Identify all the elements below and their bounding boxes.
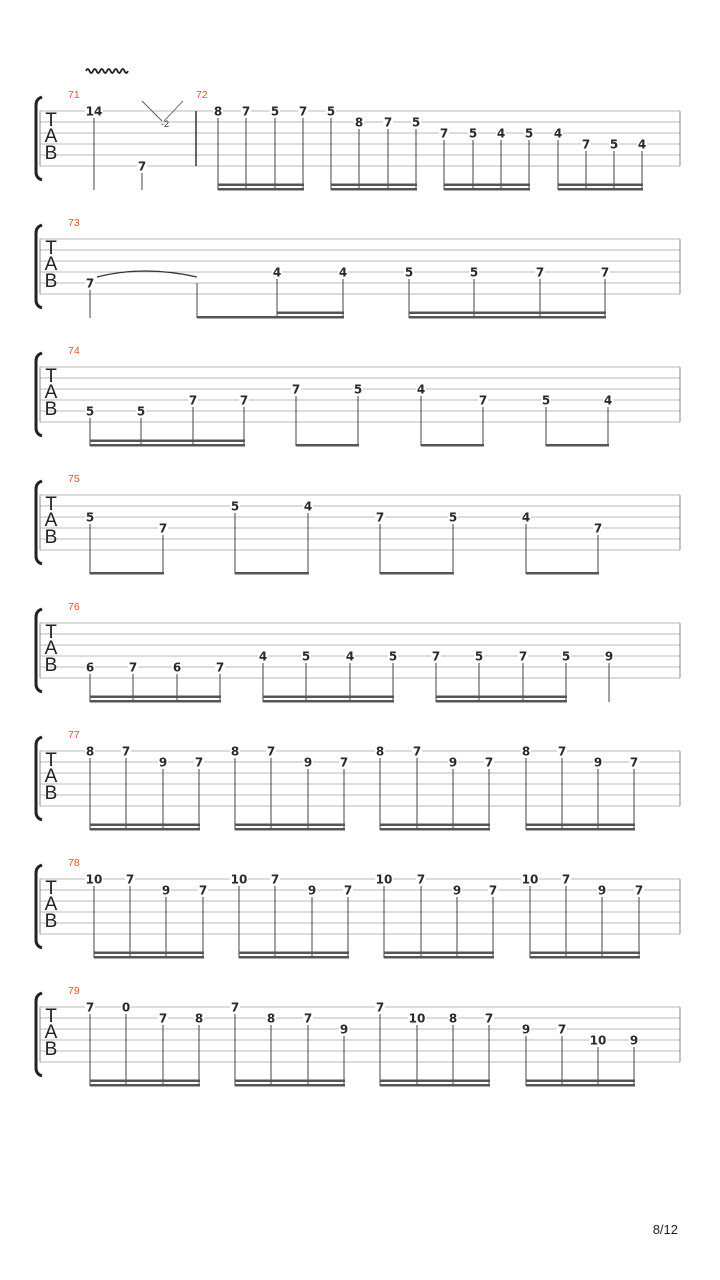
- fret-number: 7: [431, 649, 441, 664]
- fret-number: 5: [301, 649, 311, 664]
- fret-number: 9: [161, 883, 171, 898]
- fret-number: 7: [125, 872, 135, 887]
- beam-primary: [436, 700, 567, 703]
- fret-number: 7: [266, 744, 276, 759]
- tab-clef-letter: B: [44, 143, 58, 164]
- fret-number: 8: [230, 744, 240, 759]
- fret-number: 4: [272, 265, 282, 280]
- tab-clef-letter: T: [45, 110, 57, 131]
- beam-primary: [380, 572, 454, 575]
- measure-number: 76: [68, 601, 80, 613]
- beam-secondary: [558, 184, 643, 187]
- tab-clef-letter: T: [45, 1006, 57, 1027]
- measure-number: 75: [68, 473, 80, 485]
- fret-number: 14: [85, 104, 103, 119]
- tab-clef-letter: T: [45, 238, 57, 259]
- beam-secondary: [526, 1080, 635, 1083]
- fret-number: 9: [604, 649, 614, 664]
- fret-number: 7: [416, 872, 426, 887]
- fret-number: 4: [338, 265, 348, 280]
- fret-number: 8: [354, 115, 364, 130]
- tab-clef-letter: B: [44, 399, 58, 420]
- beam-primary: [90, 572, 164, 575]
- fret-number: 7: [137, 159, 147, 174]
- measure-number: 72: [196, 89, 208, 101]
- fret-number: 5: [230, 499, 240, 514]
- tab-clef-letter: A: [44, 382, 58, 403]
- fret-number: 7: [518, 649, 528, 664]
- beam-primary: [530, 956, 640, 959]
- beam-primary: [380, 1084, 490, 1087]
- beam-primary: [296, 444, 359, 447]
- fret-number: 9: [597, 883, 607, 898]
- fret-number: 8: [194, 1011, 204, 1026]
- fret-number: 7: [85, 276, 95, 291]
- fret-number: 5: [326, 104, 336, 119]
- beam-primary: [546, 444, 609, 447]
- fret-number: 4: [303, 499, 313, 514]
- beam-secondary: [526, 824, 635, 827]
- fret-number: 7: [375, 1000, 385, 1015]
- fret-number: 9: [307, 883, 317, 898]
- fret-number: 4: [553, 126, 563, 141]
- fret-number: 4: [637, 137, 647, 152]
- beam-secondary: [90, 824, 200, 827]
- beam-secondary: [94, 952, 204, 955]
- beam-secondary: [384, 952, 494, 955]
- beam-primary: [235, 828, 345, 831]
- fret-number: 5: [609, 137, 619, 152]
- measure-number: 74: [68, 345, 80, 357]
- fret-number: 5: [541, 393, 551, 408]
- fret-number: 7: [343, 883, 353, 898]
- fret-number: 4: [258, 649, 268, 664]
- measure-number: 73: [68, 217, 80, 229]
- beam-secondary: [530, 952, 640, 955]
- beam-secondary: [444, 184, 530, 187]
- beam-primary: [218, 188, 304, 191]
- fret-number: 6: [85, 660, 95, 675]
- fret-number: 5: [469, 265, 479, 280]
- fret-number: 8: [521, 744, 531, 759]
- fret-number: 7: [375, 510, 385, 525]
- fret-number: 7: [629, 755, 639, 770]
- fret-number: 8: [85, 744, 95, 759]
- fret-number: 5: [468, 126, 478, 141]
- beam-primary: [90, 828, 200, 831]
- beam-secondary: [380, 824, 490, 827]
- beam-primary: [409, 316, 606, 319]
- fret-number: 7: [188, 393, 198, 408]
- fret-number: 7: [535, 265, 545, 280]
- beam-primary: [197, 316, 344, 319]
- fret-number: 7: [158, 521, 168, 536]
- tab-clef-letter: T: [45, 366, 57, 387]
- fret-number: 7: [412, 744, 422, 759]
- fret-number: 7: [383, 115, 393, 130]
- fret-number: 7: [439, 126, 449, 141]
- beam-primary: [235, 572, 309, 575]
- tab-clef-letter: A: [44, 638, 58, 659]
- beam-secondary: [235, 1080, 345, 1083]
- fret-number: 7: [581, 137, 591, 152]
- tab-clef-letter: A: [44, 766, 58, 787]
- fret-number: 4: [416, 382, 426, 397]
- beam-primary: [558, 188, 643, 191]
- beam-secondary: [263, 696, 394, 699]
- page-number: 8/12: [652, 1222, 678, 1237]
- tab-clef-letter: A: [44, 126, 58, 147]
- fret-number: 7: [557, 1022, 567, 1037]
- tab-clef-letter: A: [44, 1022, 58, 1043]
- fret-number: 7: [241, 104, 251, 119]
- fret-number: 7: [230, 1000, 240, 1015]
- fret-number: 7: [600, 265, 610, 280]
- fret-number: 10: [408, 1011, 426, 1026]
- fret-number: 10: [589, 1033, 607, 1048]
- measure-number: 77: [68, 729, 80, 741]
- slide-label: -2: [160, 119, 170, 129]
- fret-number: 7: [339, 755, 349, 770]
- beam-primary: [239, 956, 349, 959]
- fret-number: 4: [345, 649, 355, 664]
- fret-number: 9: [521, 1022, 531, 1037]
- beam-primary: [263, 700, 394, 703]
- beam-primary: [235, 1084, 345, 1087]
- fret-number: 10: [375, 872, 393, 887]
- fret-number: 7: [561, 872, 571, 887]
- measure-number: 71: [68, 89, 80, 101]
- beam-primary: [526, 828, 635, 831]
- tab-clef-letter: B: [44, 655, 58, 676]
- fret-number: 9: [629, 1033, 639, 1048]
- fret-number: 9: [303, 755, 313, 770]
- fret-number: 7: [593, 521, 603, 536]
- beam-secondary: [331, 184, 417, 187]
- beam-primary: [331, 188, 417, 191]
- fret-number: 6: [172, 660, 182, 675]
- fret-number: 7: [291, 382, 301, 397]
- fret-number: 7: [198, 883, 208, 898]
- fret-number: 7: [634, 883, 644, 898]
- fret-number: 5: [388, 649, 398, 664]
- tab-clef-letter: A: [44, 894, 58, 915]
- fret-number: 8: [266, 1011, 276, 1026]
- fret-number: 5: [85, 510, 95, 525]
- beam-secondary: [90, 696, 221, 699]
- fret-number: 7: [85, 1000, 95, 1015]
- tab-clef-letter: B: [44, 1039, 58, 1060]
- beam-primary: [90, 444, 245, 447]
- fret-number: 7: [128, 660, 138, 675]
- fret-number: 5: [474, 649, 484, 664]
- tab-clef-letter: T: [45, 750, 57, 771]
- fret-number: 9: [448, 755, 458, 770]
- fret-number: 4: [521, 510, 531, 525]
- beam-secondary: [277, 312, 344, 315]
- tab-clef-letter: A: [44, 254, 58, 275]
- tab-clef-letter: T: [45, 494, 57, 515]
- fret-number: 7: [270, 872, 280, 887]
- fret-number: 5: [85, 404, 95, 419]
- beam-primary: [384, 956, 494, 959]
- fret-number: 8: [213, 104, 223, 119]
- fret-number: 8: [375, 744, 385, 759]
- fret-number: 4: [496, 126, 506, 141]
- beam-primary: [90, 1084, 200, 1087]
- measure-number: 78: [68, 857, 80, 869]
- tab-clef-letter: T: [45, 878, 57, 899]
- beam-secondary: [436, 696, 567, 699]
- fret-number: 7: [488, 883, 498, 898]
- beam-secondary: [90, 440, 245, 443]
- beam-primary: [380, 828, 490, 831]
- fret-number: 5: [411, 115, 421, 130]
- tab-clef-letter: B: [44, 527, 58, 548]
- fret-number: 7: [194, 755, 204, 770]
- beam-primary: [90, 700, 221, 703]
- fret-number: 10: [85, 872, 103, 887]
- fret-number: 5: [270, 104, 280, 119]
- beam-primary: [94, 956, 204, 959]
- beam-secondary: [380, 1080, 490, 1083]
- fret-number: 5: [524, 126, 534, 141]
- fret-number: 9: [339, 1022, 349, 1037]
- beam-secondary: [409, 312, 606, 315]
- fret-number: 5: [561, 649, 571, 664]
- beam-secondary: [235, 824, 345, 827]
- fret-number: 7: [484, 1011, 494, 1026]
- fret-number: 7: [557, 744, 567, 759]
- tab-clef-letter: A: [44, 510, 58, 531]
- beam-primary: [421, 444, 484, 447]
- tab-clef-letter: B: [44, 783, 58, 804]
- beam-primary: [526, 572, 599, 575]
- fret-number: 10: [230, 872, 248, 887]
- fret-number: 7: [484, 755, 494, 770]
- fret-number: 9: [452, 883, 462, 898]
- fret-number: 7: [303, 1011, 313, 1026]
- fret-number: 7: [121, 744, 131, 759]
- fret-number: 7: [478, 393, 488, 408]
- fret-number: 0: [121, 1000, 131, 1015]
- measure-number: 79: [68, 985, 80, 997]
- fret-number: 9: [593, 755, 603, 770]
- tab-clef-letter: T: [45, 622, 57, 643]
- fret-number: 7: [298, 104, 308, 119]
- fret-number: 7: [215, 660, 225, 675]
- tab-clef-letter: B: [44, 911, 58, 932]
- fret-number: 8: [448, 1011, 458, 1026]
- fret-number: 5: [136, 404, 146, 419]
- beam-secondary: [90, 1080, 200, 1083]
- tab-clef-letter: B: [44, 271, 58, 292]
- fret-number: 9: [158, 755, 168, 770]
- fret-number: 7: [158, 1011, 168, 1026]
- fret-number: 7: [239, 393, 249, 408]
- fret-number: 5: [353, 382, 363, 397]
- fret-number: 5: [448, 510, 458, 525]
- fret-number: 10: [521, 872, 539, 887]
- beam-secondary: [239, 952, 349, 955]
- fret-number: 5: [404, 265, 414, 280]
- beam-secondary: [218, 184, 304, 187]
- fret-number: 4: [603, 393, 613, 408]
- beam-primary: [526, 1084, 635, 1087]
- beam-primary: [444, 188, 530, 191]
